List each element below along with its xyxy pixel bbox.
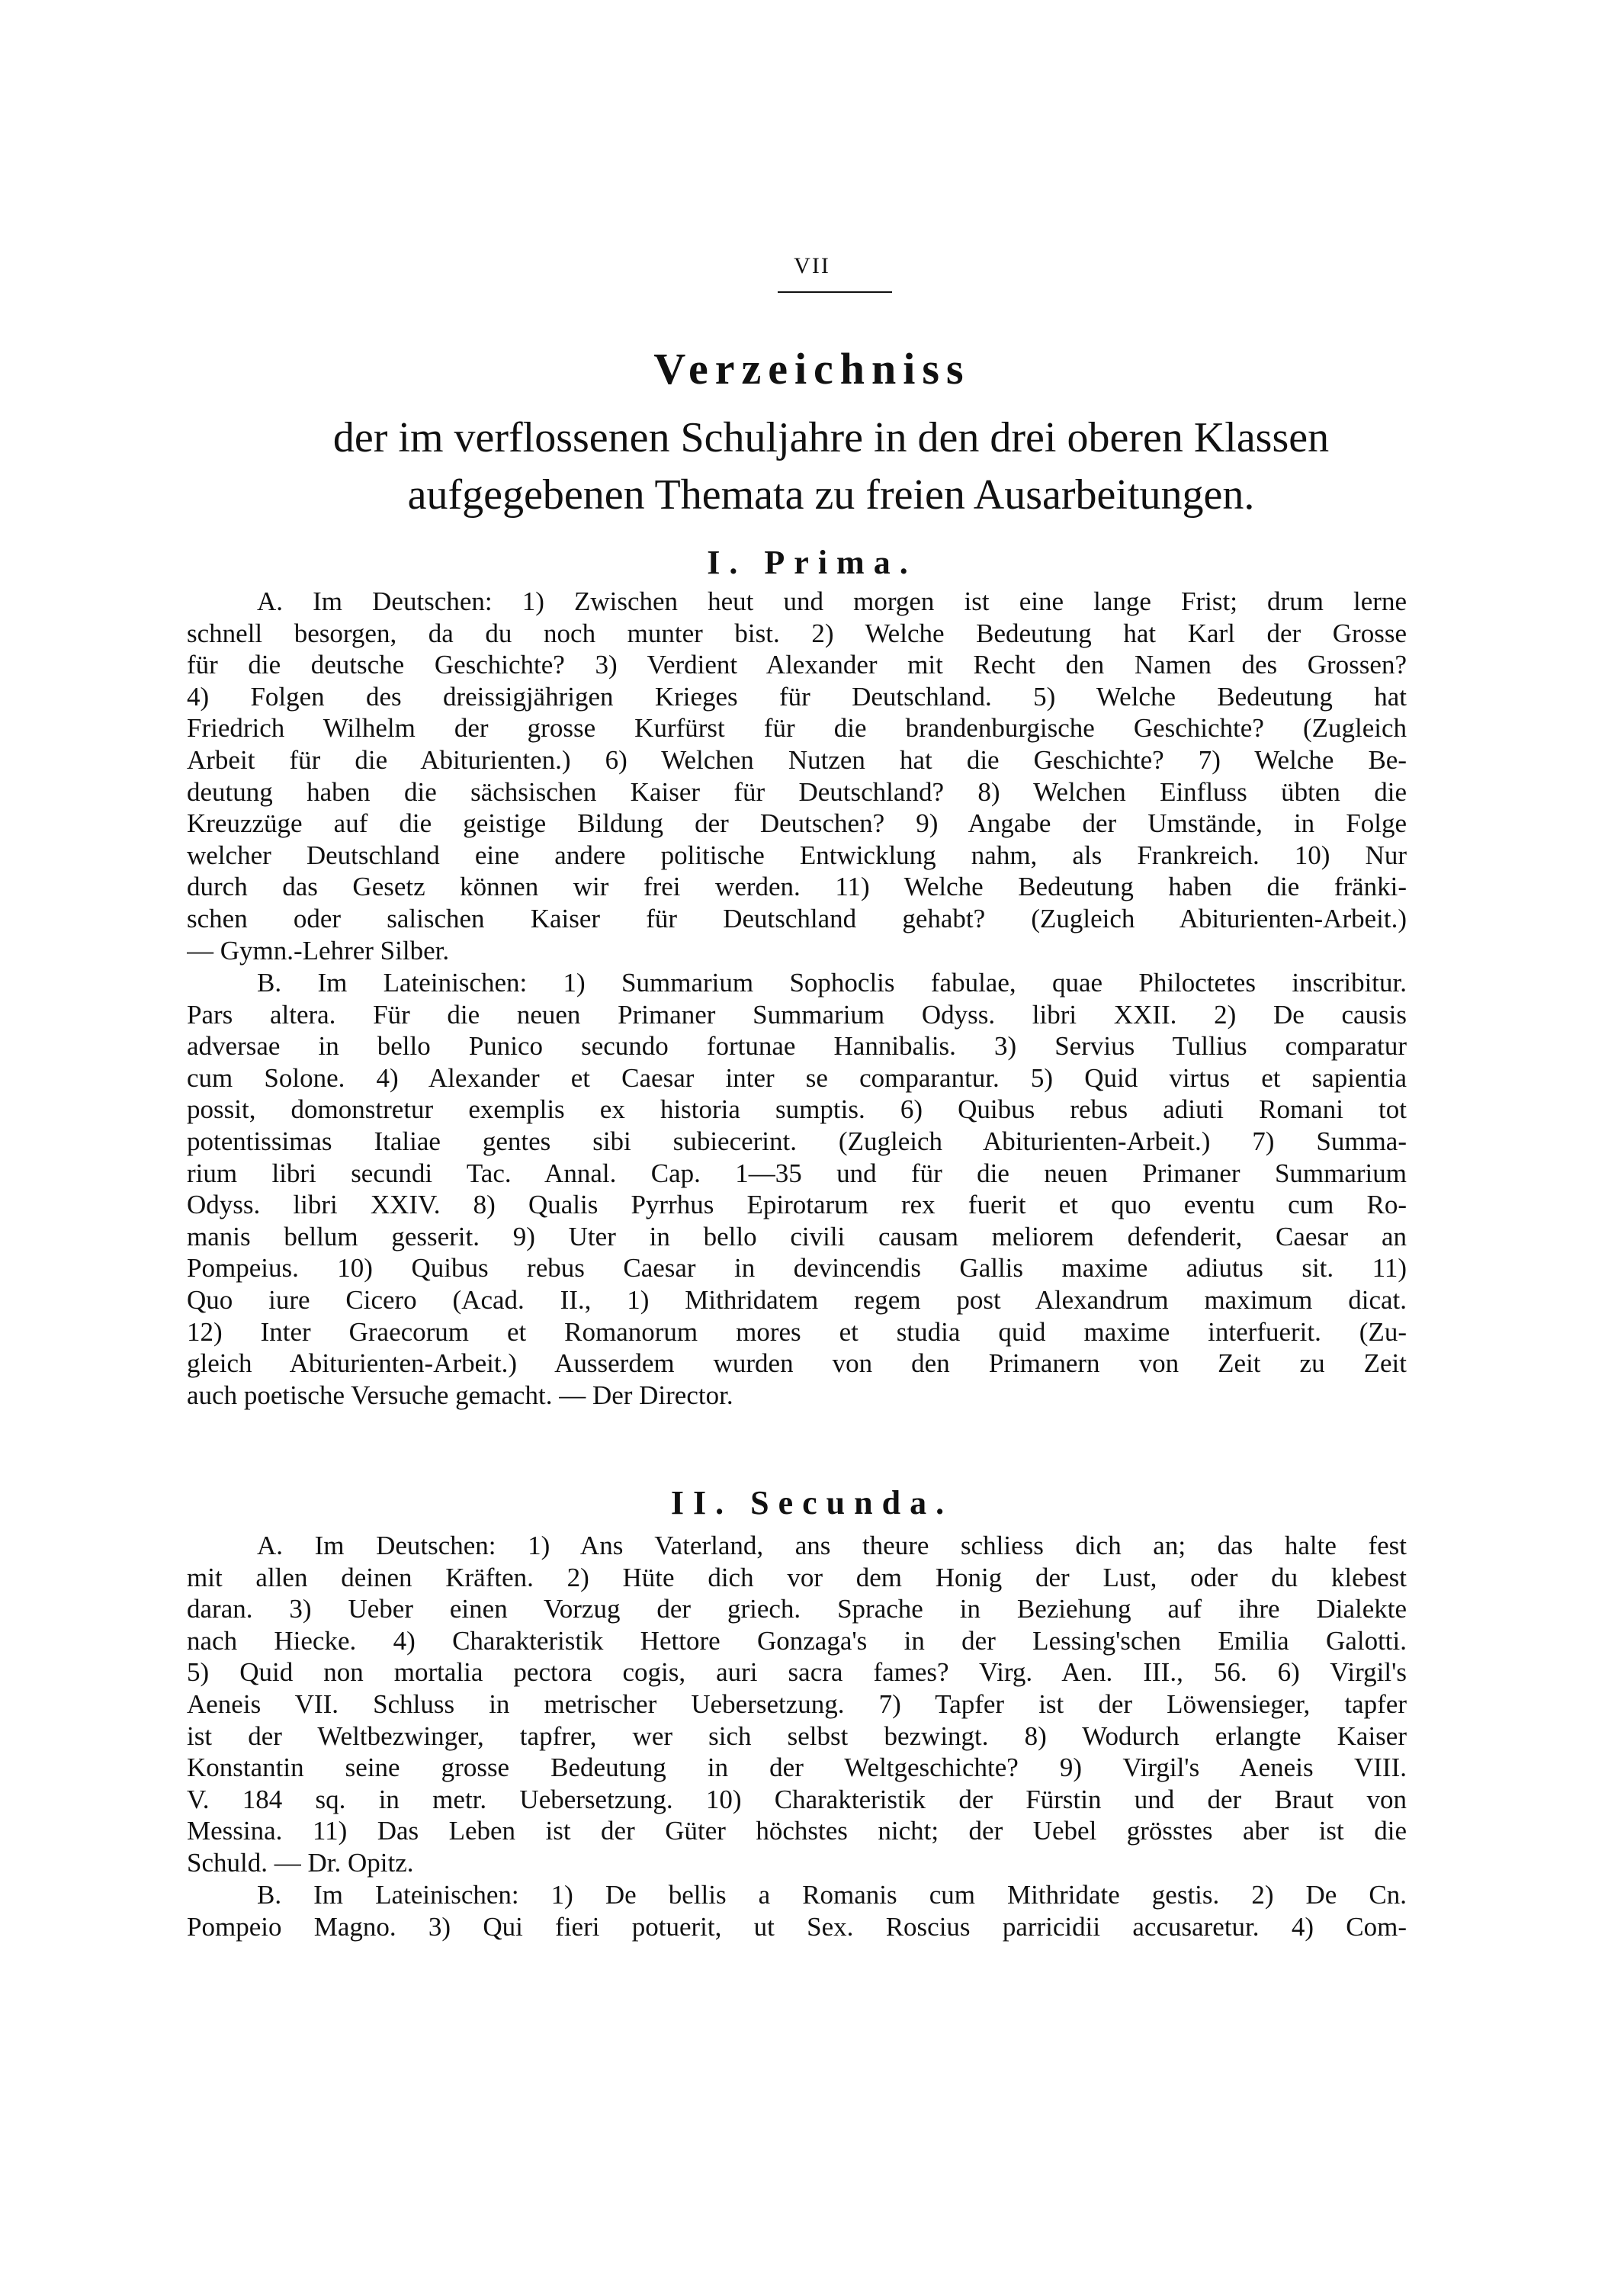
text-line: durch das Gesetz können wir frei werden. 11) Welche Bedeutung haben die fränki- bbox=[187, 872, 1407, 902]
text-line: mit allen deinen Kräften. 2) Hüte dich vor dem Honig der Lust, oder du klebest bbox=[187, 1562, 1407, 1592]
text-line: Pompeio Magno. 3) Qui fieri potuerit, ut Sex. Roscius parricidii accusaretur. 4) Com- bbox=[187, 1911, 1407, 1942]
text-line: B. Im Lateinischen: 1) De bellis a Romanis cum Mithridate gestis. 2) De Cn. bbox=[257, 1880, 1407, 1910]
paragraph-secunda-latein bbox=[187, 1879, 1407, 1942]
text-line: Aeneis VII. Schluss in metrischer Uebersetzung. 7) Tapfer ist der Löwensieger, tapfer bbox=[187, 1688, 1407, 1719]
text-line: potentissimas Italiae gentes sibi subiecerint. (Zugleich Abiturienten-Arbeit.) 7) Summa- bbox=[187, 1126, 1407, 1156]
text-line: Friedrich Wilhelm der grosse Kurfürst für die brandenburgische Geschichte? (Zugleich bbox=[187, 713, 1407, 744]
text-line: 4) Folgen des dreissigjährigen Krieges für Deutschland. 5) Welche Bedeutung hat bbox=[187, 681, 1407, 712]
text-line: Konstantin seine grosse Bedeutung in der Weltgeschichte? 9) Virgil's Aeneis VIII. bbox=[187, 1753, 1407, 1783]
text-line: A. Im Deutschen: 1) Zwischen heut und morgen ist eine lange Frist; drum lerne bbox=[257, 586, 1407, 616]
paragraph-prima-latein bbox=[187, 967, 1407, 1411]
text-line: ist der Weltbezwinger, tapfrer, wer sich selbst bezwingt. 8) Wodurch erlangte Kaiser bbox=[187, 1720, 1407, 1751]
text-line: für die deutsche Geschichte? 3) Verdient Alexander mit Recht den Namen des Grossen? bbox=[187, 650, 1407, 680]
text-line: cum Solone. 4) Alexander et Caesar inter se comparantur. 5) Quid virtus et sapientia bbox=[187, 1062, 1407, 1093]
document-subtitle-line-2: aufgegebenen Themata zu freien Ausarbeitungen. bbox=[407, 471, 1255, 519]
text-line: nach Hiecke. 4) Charakteristik Hettore Gonzaga's in der Lessing'schen Emilia Galotti. bbox=[187, 1625, 1407, 1656]
text-line: daran. 3) Ueber einen Vorzug der griech. Sprache in Beziehung auf ihre Dialekte bbox=[187, 1594, 1407, 1624]
text-line: Arbeit für die Abiturienten.) 6) Welchen Nutzen hat die Geschichte? 7) Welche Be- bbox=[187, 744, 1407, 775]
text-line: manis bellum gesserit. 9) Uter in bello civili causam meliorem defenderit, Caesar an bbox=[187, 1221, 1407, 1251]
text-line: auch poetische Versuche gemacht. — Der Director. bbox=[187, 1380, 733, 1410]
text-line: Messina. 11) Das Leben ist der Güter höchstes nicht; der Uebel grösstes aber ist die bbox=[187, 1816, 1407, 1846]
text-line: gleich Abiturienten-Arbeit.) Ausserdem wurden von den Primanern von Zeit zu Zeit bbox=[187, 1348, 1407, 1379]
section-title-secunda: II. Secunda. bbox=[670, 1484, 954, 1521]
paragraph-prima-deutsch bbox=[187, 586, 1407, 966]
text-line: possit, domonstretur exemplis ex historia sumptis. 6) Quibus rebus adiuti Romani tot bbox=[187, 1094, 1407, 1125]
text-line: Pompeius. 10) Quibus rebus Caesar in devincendis Gallis maxime adiutus sit. 11) bbox=[187, 1253, 1407, 1284]
paragraph-secunda-deutsch bbox=[187, 1530, 1407, 1879]
document-subtitle-line-1: der im verflossenen Schuljahre in den drei oberen Klassen bbox=[332, 414, 1330, 461]
text-line: Schuld. — Dr. Opitz. bbox=[187, 1847, 414, 1878]
text-line: Quo iure Cicero (Acad. II., 1) Mithridatem regem post Alexandrum maximum dicat. bbox=[187, 1284, 1407, 1315]
page-number-rule bbox=[778, 291, 892, 293]
text-line: A. Im Deutschen: 1) Ans Vaterland, ans theure schliess dich an; das halte fest bbox=[257, 1531, 1407, 1560]
text-line: — Gymn.-Lehrer Silber. bbox=[187, 935, 450, 965]
text-line: 5) Quid non mortalia pectora cogis, auri sacra fames? Virg. Aen. III., 56. 6) Virgil's bbox=[187, 1657, 1407, 1688]
page-number: VII bbox=[794, 253, 830, 278]
text-line: Odyss. libri XXIV. 8) Qualis Pyrrhus Epirotarum rex fuerit et quo eventu cum Ro- bbox=[187, 1190, 1407, 1220]
text-line: deutung haben die sächsischen Kaiser für Deutschland? 8) Welchen Einfluss übten die bbox=[187, 776, 1407, 807]
text-line: schnell besorgen, da du noch munter bist. 2) Welche Bedeutung hat Karl der Grosse bbox=[187, 618, 1407, 648]
section-title-prima: I. Prima. bbox=[707, 544, 917, 581]
text-line: Pars altera. Für die neuen Primaner Summarium Odyss. libri XXII. 2) De causis bbox=[187, 999, 1407, 1030]
text-line: adversae in bello Punico secundo fortunae Hannibalis. 3) Servius Tullius comparatur bbox=[187, 1031, 1407, 1062]
text-line: rium libri secundi Tac. Annal. Cap. 1—35 und für die neuen Primaner Summarium bbox=[187, 1158, 1407, 1188]
text-line: schen oder salischen Kaiser für Deutschland gehabt? (Zugleich Abiturienten-Arbeit.) bbox=[187, 903, 1407, 933]
text-line: V. 184 sq. in metr. Uebersetzung. 10) Charakteristik der Fürstin und der Braut von bbox=[187, 1784, 1407, 1814]
text-line: 12) Inter Graecorum et Romanorum mores et studia quid maxime interfuerit. (Zu- bbox=[187, 1316, 1407, 1347]
text-line: Kreuzzüge auf die geistige Bildung der Deutschen? 9) Angabe der Umstände, in Folge bbox=[187, 808, 1407, 839]
document-title: Verzeichniss bbox=[653, 344, 971, 394]
text-line: B. Im Lateinischen: 1) Summarium Sophoclis fabulae, quae Philoctetes inscribitur. bbox=[257, 968, 1407, 998]
text-line: welcher Deutschland eine andere politische Entwicklung nahm, als Frankreich. 10) Nur bbox=[187, 840, 1407, 870]
